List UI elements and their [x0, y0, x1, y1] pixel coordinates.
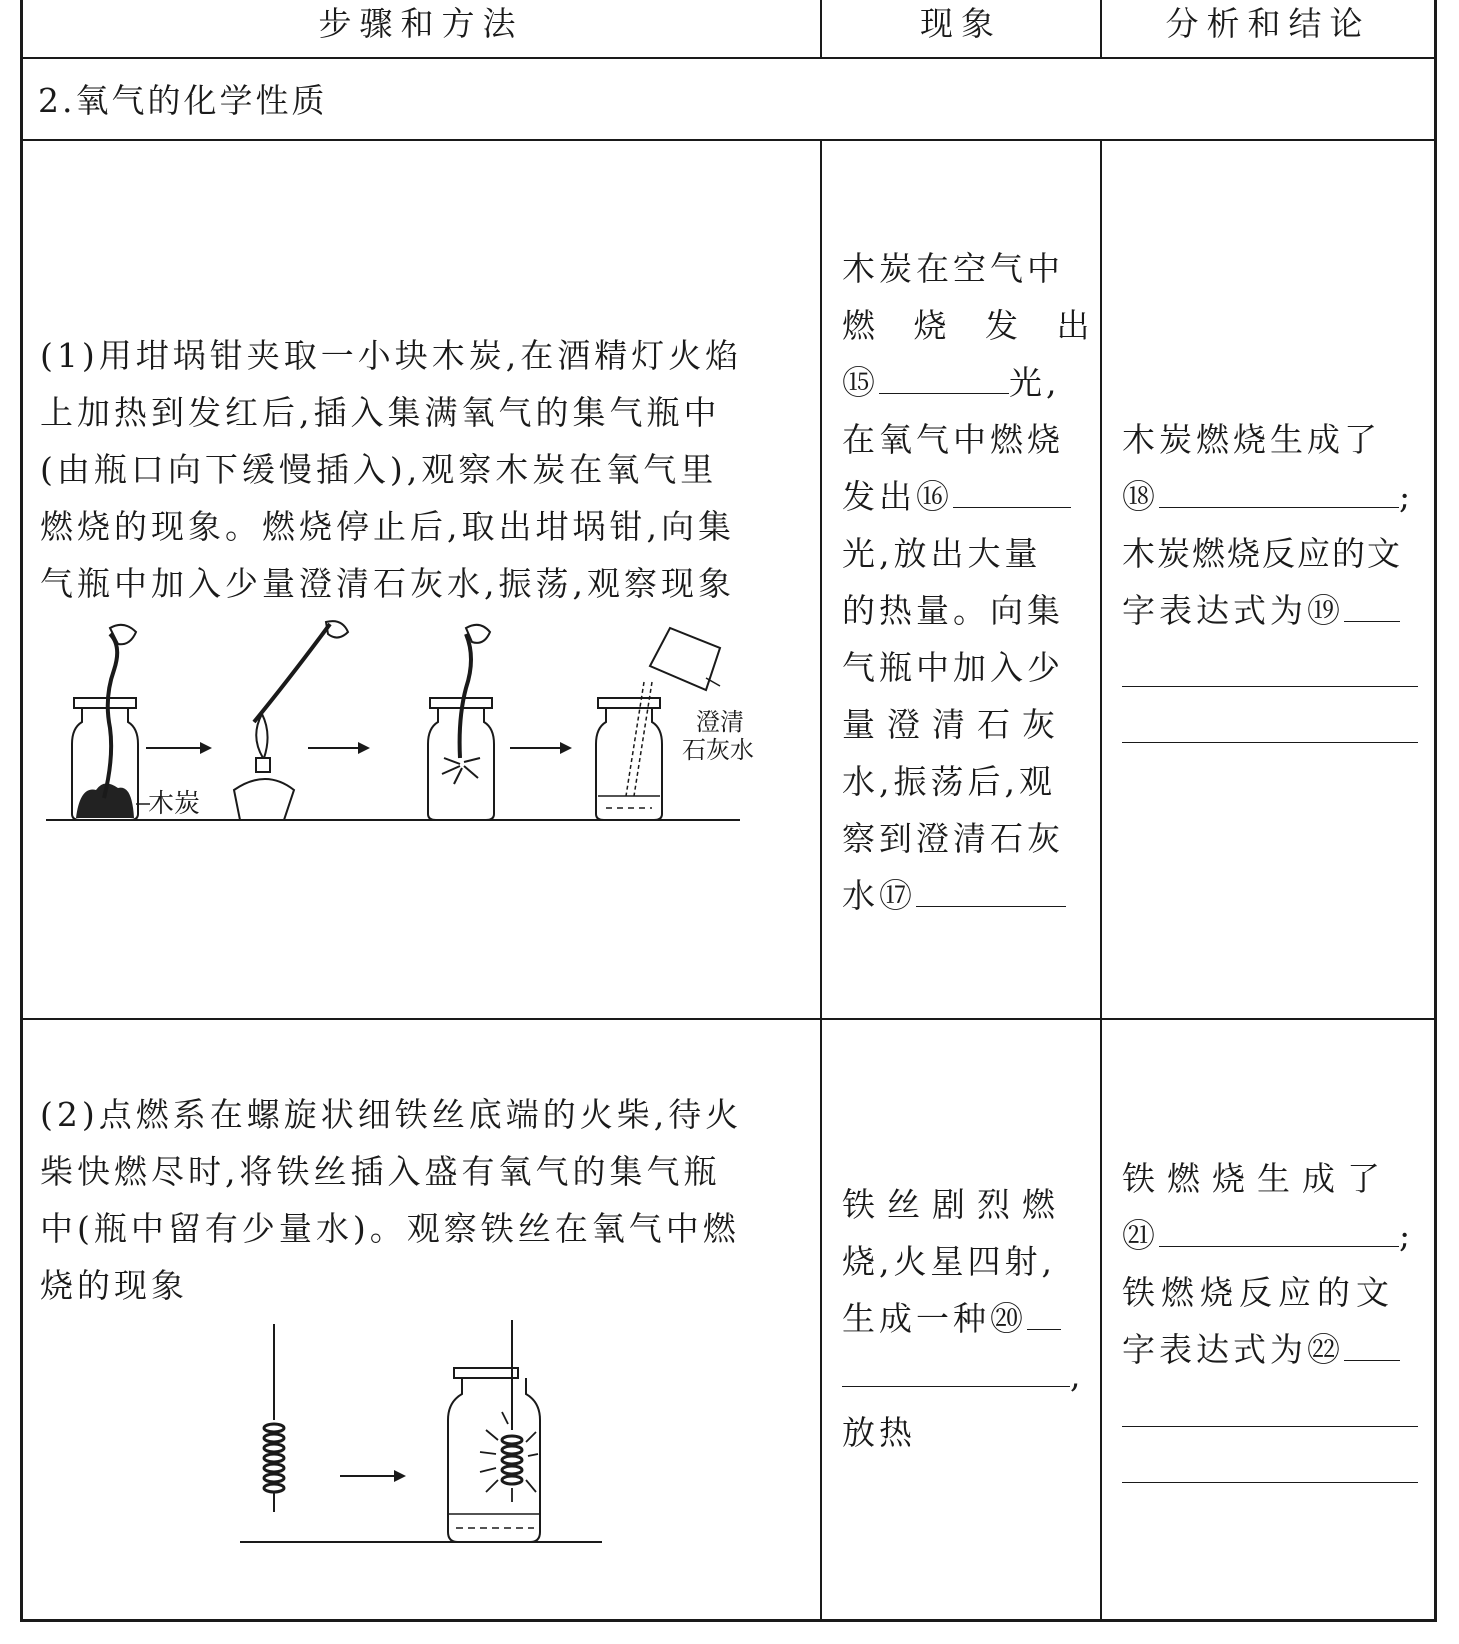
iron-wire-coil-icon: [264, 1324, 284, 1512]
row1-phenomenon-line: ⑮ 光,: [842, 363, 1061, 402]
alcohol-lamp-icon: [234, 621, 348, 820]
row1-conclusion-line: ⑱ ;: [1122, 477, 1415, 516]
row1-step-line: 燃烧的现象。燃烧停止后,取出坩埚钳,向集: [40, 507, 735, 546]
answer-blank-18[interactable]: [1159, 475, 1399, 508]
header-conclusion: 分析和结论: [1165, 4, 1371, 43]
blank-marker-20: ⑳: [990, 1299, 1027, 1338]
blank-marker-22: ㉒: [1307, 1330, 1344, 1369]
row2-phenomenon-line: 铁丝剧烈燃: [842, 1185, 1067, 1224]
row2-phenomenon-line: 烧,火星四射,: [842, 1242, 1056, 1281]
answer-blank-21[interactable]: [1159, 1214, 1399, 1247]
section-title: 2.氧气的化学性质: [38, 81, 328, 120]
row2-step-line: (2)点燃系在螺旋状细铁丝底端的火柴,待火: [40, 1095, 743, 1134]
table-left-border: [20, 0, 23, 1622]
answer-blank-22[interactable]: [1344, 1328, 1400, 1361]
blank-marker-16: ⑯: [916, 477, 953, 516]
row2-phenomenon-line: 放热: [842, 1413, 916, 1452]
blank-marker-21: ㉑: [1122, 1216, 1159, 1255]
blank-marker-15: ⑮: [842, 363, 879, 402]
row1-phenomenon-line: 量澄清石灰: [842, 705, 1067, 744]
row2-conclusion-line: 铁燃烧反应的文: [1122, 1273, 1395, 1312]
answer-blank-19[interactable]: [1344, 589, 1400, 622]
row2-conclusion-line: 字表达式为㉒: [1122, 1321, 1400, 1378]
blank-marker-18: ⑱: [1122, 477, 1159, 516]
row1-phenomenon-line: 察到澄清石灰: [842, 819, 1064, 858]
answer-blank-16[interactable]: [953, 475, 1071, 508]
row1-step-line: 上加热到发红后,插入集满氧气的集气瓶中: [40, 393, 721, 432]
answer-blank-17[interactable]: [916, 874, 1066, 907]
blank-marker-17: ⑰: [879, 876, 916, 915]
row1-phenomenon-line: 燃 烧 发 出: [842, 306, 1104, 345]
row1-phenomenon-line: 的热量。向集: [842, 591, 1064, 630]
jar-burning-iron-icon: [448, 1320, 540, 1542]
row1-phenomenon-line: 气瓶中加入少: [842, 648, 1064, 687]
row2-conclusion-line: ㉑ ;: [1122, 1216, 1415, 1255]
answer-blank-22-cont[interactable]: [1122, 1426, 1418, 1427]
row1-step-line: (1)用坩埚钳夹取一小块木炭,在酒精灯火焰: [40, 336, 743, 375]
row1-phenomenon-line: 光,放出大量: [842, 534, 1042, 573]
arrow-icon: [510, 742, 572, 754]
table-right-border: [1434, 0, 1437, 1622]
row1-step-line: 气瓶中加入少量澄清石灰水,振荡,观察现象: [40, 564, 735, 603]
row1-phenomenon-line: 木炭在空气中: [842, 249, 1064, 288]
row1-conclusion-line: 木炭燃烧生成了: [1122, 420, 1381, 459]
row1-step-line: (由瓶口向下缓慢插入),观察木炭在氧气里: [40, 450, 718, 489]
answer-blank-20[interactable]: [1027, 1297, 1061, 1330]
row1-phenomenon-line: 水⑰: [842, 867, 1066, 924]
row1-phenomenon-line: 发出⑯: [842, 468, 1071, 525]
col-divider-2-body: [1100, 140, 1102, 1622]
header-steps: 步骤和方法: [318, 4, 524, 43]
blank-marker-19: ⑲: [1307, 591, 1344, 630]
col-divider-1-body: [820, 140, 822, 1622]
jar-with-charcoal-icon: [72, 625, 138, 820]
arrow-icon: [146, 742, 212, 754]
row1-phenomenon-line: 水,振荡后,观: [842, 762, 1056, 801]
answer-blank-19-cont[interactable]: [1122, 686, 1418, 687]
charcoal-experiment-figure: [40, 618, 810, 838]
row2-phenomenon-line: ,: [842, 1347, 1085, 1404]
row2-step-line: 柴快燃尽时,将铁丝插入盛有氧气的集气瓶: [40, 1152, 721, 1191]
arrow-icon: [308, 742, 370, 754]
limewater-label-2: 石灰水: [682, 736, 754, 764]
arrow-icon: [340, 1470, 406, 1482]
answer-blank-15[interactable]: [879, 361, 1009, 394]
table-bottom-border: [20, 1619, 1437, 1622]
charcoal-label: 木炭: [148, 789, 201, 819]
answer-blank-22-cont[interactable]: [1122, 1482, 1418, 1483]
jar-burning-charcoal-icon: [428, 625, 494, 820]
section-bottom-rule: [20, 139, 1437, 141]
row1-conclusion-line: 木炭燃烧反应的文: [1122, 534, 1402, 573]
row2-step-line: 烧的现象: [40, 1266, 188, 1305]
limewater-label-1: 澄清: [696, 708, 744, 736]
row2-conclusion-line: 铁燃烧生成了: [1122, 1159, 1392, 1198]
row2-phenomenon-line: 生成一种⑳: [842, 1290, 1061, 1347]
header-bottom-rule: [20, 57, 1437, 59]
row1-conclusion-line: 字表达式为⑲: [1122, 582, 1400, 639]
iron-wire-experiment-figure: [230, 1320, 630, 1560]
answer-blank-19-cont[interactable]: [1122, 742, 1418, 743]
row-divider: [20, 1018, 1437, 1020]
answer-blank-20-cont[interactable]: [842, 1354, 1070, 1387]
row1-phenomenon-line: 在氧气中燃烧: [842, 420, 1064, 459]
row2-step-line: 中(瓶中留有少量水)。观察铁丝在氧气中燃: [40, 1209, 740, 1248]
header-phenomenon: 现象: [920, 4, 1002, 43]
